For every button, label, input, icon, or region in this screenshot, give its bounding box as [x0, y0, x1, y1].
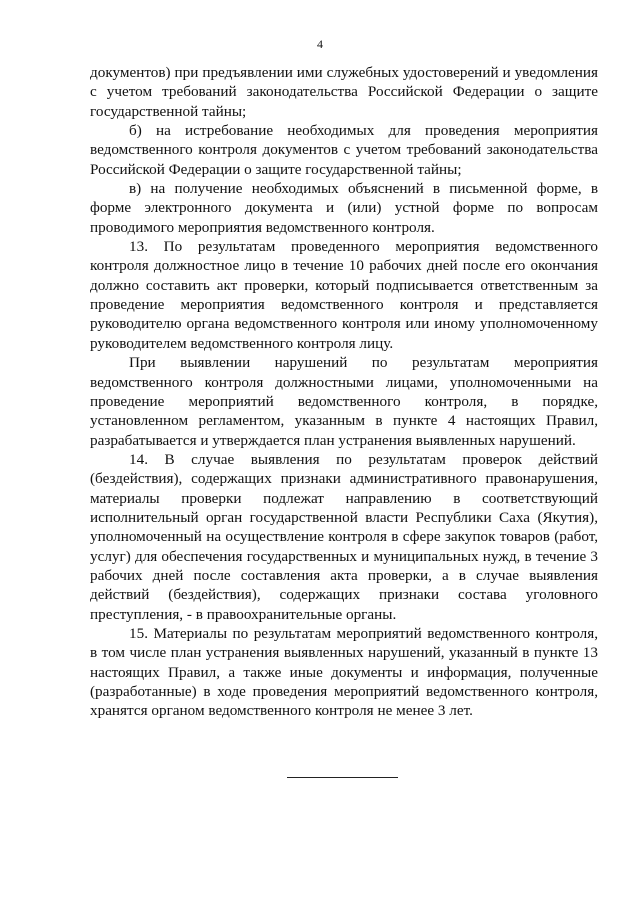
paragraph-clause-v: в) на получение необходимых объяснений в письменной форме, в форме электронного документа и (или) устной форме по вопросам проводимого мероприятия ведомственного контроля. — [90, 180, 598, 236]
paragraph-item-14: 14. В случае выявления по результатам проверок действий (бездействия), содержащих признаки административного правонарушения, материалы проверки подлежат направлению в соответствующий исполнительный орган государственной власти Республики Саха (Якутия), уполномоченный на осуществление контроля в сфере закупок товаров (работ, услуг) для обеспечения государственных и муниципальных нужд, в течение 3 рабочих дней после составления акта проверки, а в случае выявления действий (бездействия), содержащих признаки состава уголовного преступления, - в правоохранительные органы. — [90, 450, 598, 623]
page-number: 4 — [317, 37, 323, 51]
paragraph-violations-plan: При выявлении нарушений по результатам мероприятия ведомственного контроля должностными лицами, уполномоченными на проведение мероприятий ведомственного контроля, в порядке, установленном регламентом, указанным в пункте 4 настоящих Правил, разрабатывается и утверждается план устранения выявленных нарушений. — [90, 354, 598, 449]
document-body — [90, 63, 598, 721]
paragraph-item-15: 15. Материалы по результатам мероприятий ведомственного контроля, в том числе план устранения выявленных нарушений, указанный в пункте 13 настоящих Правил, а также иные документы и информация, полученные (разработанные) в ходе проведения мероприятий ведомственного контроля, хранятся органом ведомственного контроля не менее 3 лет. — [90, 624, 598, 720]
paragraph-clause-b: б) на истребование необходимых для проведения мероприятия ведомственного контроля документов с учетом требований законодательства Российской Федерации о защите государственной тайны; — [90, 122, 598, 178]
paragraph-item-13: 13. По результатам проведенного мероприятия ведомственного контроля должностное лицо в течение 10 рабочих дней после его окончания должно составить акт проверки, который подписывается ответственным за проведение мероприятия ведомственного контроля и представляется руководителю органа ведомственного контроля или иному уполномоченному руководителем ведомственного контроля лицу. — [90, 238, 598, 352]
end-of-document-rule — [287, 777, 398, 778]
paragraph-continuation: документов) при предъявлении ими служебных удостоверений и уведомления с учетом требований законодательства Российской Федерации о защите государственной тайны; — [90, 64, 598, 120]
